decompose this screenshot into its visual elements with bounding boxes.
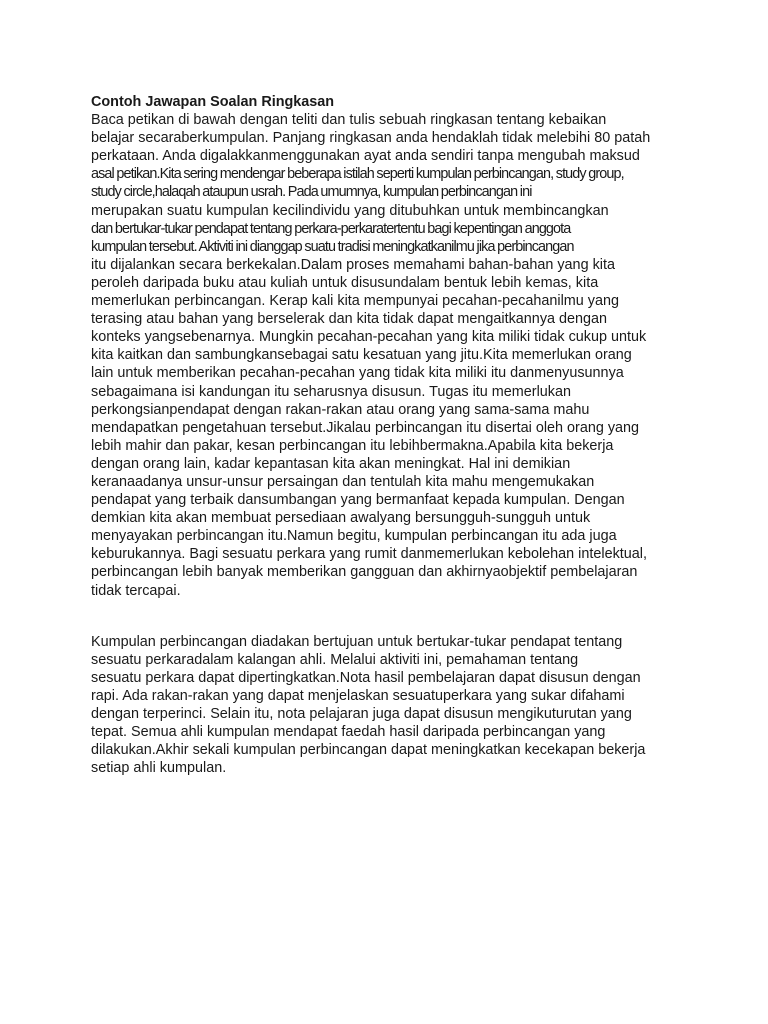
paragraph-1-line: study circle,halaqah ataupun usrah. Pada umumnya, kumpulan perbincangan ini (91, 184, 532, 201)
paragraph-1-line: merupakan suatu kumpulan kecilindividu yang ditubuhkan untuk membincangkan (91, 202, 609, 219)
document-body (91, 93, 691, 777)
paragraph-2-line: setiap ahli kumpulan. (91, 760, 227, 777)
paragraph-1-line: Baca petikan di bawah dengan teliti dan tulis sebuah ringkasan tentang kebaikan (91, 112, 607, 129)
paragraph-1-line: asal petikan.Kita sering mendengar beberapa istilah seperti kumpulan perbincangan, study group, (91, 166, 624, 183)
paragraph-1-line: kita kaitkan dan sambungkansebagai satu kesatuan yang jitu.Kita memerlukan orang (91, 347, 632, 364)
paragraph-1-line: pendapat yang terbaik dansumbangan yang bermanfaat kepada kumpulan. Dengan (91, 492, 625, 509)
paragraph-1-line: mendapatkan pengetahuan tersebut.Jikalau perbincangan itu disertai oleh orang yang (91, 419, 640, 436)
paragraph-2-line: rapi. Ada rakan-rakan yang dapat menjelaskan sesuatuperkara yang sukar difahami (91, 687, 625, 704)
paragraph-2-line: dilakukan.Akhir sekali kumpulan perbincangan dapat meningkatkan kecekapan bekerja (91, 742, 646, 759)
paragraph-2-line: dengan terperinci. Selain itu, nota pelajaran juga dapat disusun mengikuturutan yang (91, 706, 632, 722)
paragraph-2-line: sesuatu perkaradalam kalangan ahli. Melalui aktiviti ini, pemahaman tentang (91, 651, 579, 668)
paragraph-1-line: peroleh daripada buku atau kuliah untuk disusundalam bentuk lebih kemas, kita (91, 274, 599, 291)
paragraph-2 (91, 633, 691, 778)
paragraph-1-line: dengan orang lain, kadar kepantasan kita akan meningkat. Hal ini demikian (91, 455, 571, 472)
paragraph-1-line: belajar secaraberkumpulan. Panjang ringkasan anda hendaklah tidak melebihi 80 patah (91, 130, 651, 147)
paragraph-1-line: dan bertukar-tukar pendapat tentang perkara-perkaratertentu bagi kepentingan anggota (91, 220, 571, 237)
paragraph-2-line: Kumpulan perbincangan diadakan bertujuan untuk bertukar-tukar pendapat tentang (91, 633, 623, 650)
paragraph-1-line: sebagaimana isi kandungan itu seharusnya disusun. Tugas itu memerlukan (91, 383, 571, 400)
paragraph-1-line: kumpulan tersebut. Aktiviti ini dianggap suatu tradisi meningkatkanilmu jika perbincangan (91, 238, 574, 255)
paragraph-1-line: keburukannya. Bagi sesuatu perkara yang rumit danmemerlukan kebolehan intelektual, (91, 546, 647, 563)
document-title: Contoh Jawapan Soalan Ringkasan (91, 94, 335, 110)
paragraph-1-line: lebih mahir dan pakar, kesan perbincangan itu lebihbermakna.Apabila kita bekerja (91, 437, 614, 454)
paragraph-2-line: tepat. Semua ahli kumpulan mendapat faedah hasil daripada perbincangan yang (91, 724, 606, 741)
paragraph-1 (91, 111, 691, 600)
paragraph-2-line: sesuatu perkara dapat dipertingkatkan.Nota hasil pembelajaran dapat disusun dengan (91, 669, 641, 686)
paragraph-1-line: itu dijalankan secara berkekalan.Dalam proses memahami bahan-bahan yang kita (91, 256, 615, 273)
paragraph-1-line: perkongsianpendapat dengan rakan-rakan atau orang yang sama-sama mahu (91, 401, 590, 418)
paragraph-1-line: memerlukan perbincangan. Kerap kali kita mempunyai pecahan-pecahanilmu yang (91, 293, 619, 310)
paragraph-1-line: lain untuk memberikan pecahan-pecahan yang tidak kita miliki itu danmenyusunnya (91, 365, 624, 382)
paragraph-1-line: demkian kita akan membuat persediaan awalyang bersungguh-sungguh untuk (91, 510, 591, 527)
paragraph-1-line: menyayakan perbincangan itu.Namun begitu, kumpulan perbincangan itu ada juga (91, 528, 617, 545)
paragraph-1-line: konteks yangsebenarnya. Mungkin pecahan-pecahan yang kita miliki tidak cukup untuk (91, 329, 647, 346)
paragraph-1-line: terasing atau bahan yang berselerak dan kita tidak dapat mengaitkannya dengan (91, 311, 608, 328)
paragraph-1-line: keranaadanya unsur-unsur persaingan dan tentulah kita mahu mengemukakan (91, 473, 595, 490)
paragraph-1-line: perbincangan lebih banyak memberikan gangguan dan akhirnyaobjektif pembelajaran (91, 564, 638, 581)
paragraph-1-line: tidak tercapai. (91, 582, 181, 599)
paragraph-1-line: perkataan. Anda digalakkanmenggunakan ayat anda sendiri tanpa mengubah maksud (91, 148, 640, 165)
